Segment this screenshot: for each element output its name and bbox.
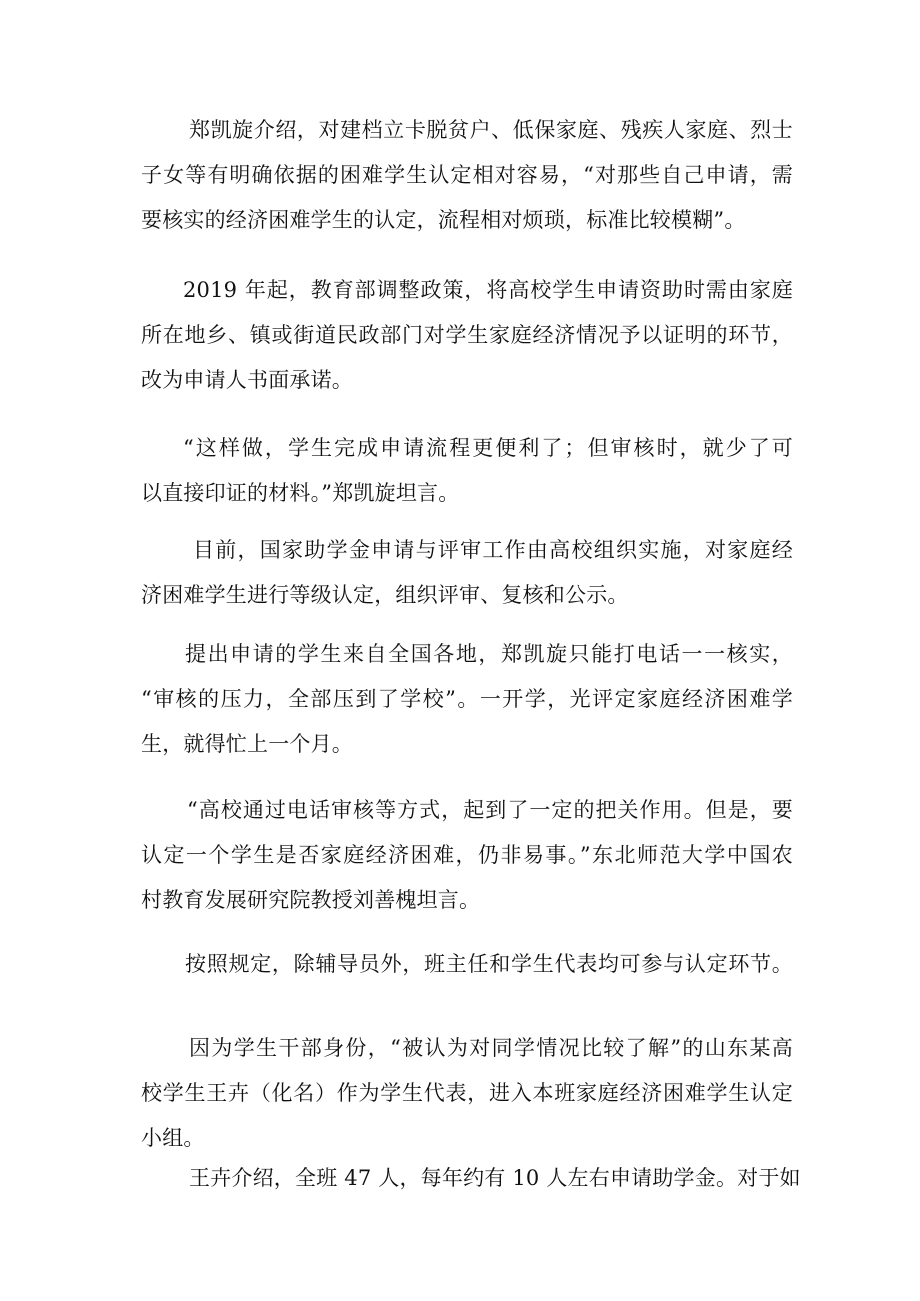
paragraph-9 (141, 1156, 801, 1201)
paragraph-5 (141, 632, 793, 767)
paragraph-5-line-1: 提出申请的学生来自全国各地，郑凯旋只能打电话一一核实， (185, 642, 793, 666)
paragraph-1-line-3: 要核实的经济困难学生的认定，流程相对烦琐，标准比较模糊”。 (141, 208, 746, 232)
paragraph-4-line-2: 济困难学生进行等级认定，组织评审、复核和公示。 (141, 583, 629, 607)
paragraph-4 (141, 528, 793, 618)
paragraph-7-line-1: 按照规定，除辅导员外，班主任和学生代表均可参与认定环节。 (185, 952, 793, 976)
paragraph-3-line-1: “这样做，学生完成申请流程更便利了；但审核时，就少了可 (183, 436, 793, 460)
paragraph-9-line-1: 王卉介绍，全班 47 人，每年约有 10 人左右申请助学金。对于如 (189, 1166, 801, 1190)
paragraph-7 (141, 942, 793, 987)
paragraph-4-line-1: 目前，国家助学金申请与评审工作由高校组织实施，对家庭经 (193, 538, 793, 562)
paragraph-2 (141, 268, 793, 403)
paragraph-8 (141, 1026, 793, 1161)
paragraph-8-line-3: 小组。 (141, 1126, 205, 1150)
paragraph-2-line-3: 改为申请人书面承诺。 (141, 368, 353, 392)
paragraph-5-line-2: “审核的压力，全部压到了学校”。一开学，光评定家庭经济困难学 (141, 687, 793, 711)
paragraph-6-line-2: 认定一个学生是否家庭经济困难，仍非易事。”东北师范大学中国农 (141, 843, 793, 867)
paragraph-8-line-1: 因为学生干部身份，“被认为对同学情况比较了解”的山东某高 (189, 1036, 793, 1060)
paragraph-3-line-2: 以直接印证的材料。”郑凯旋坦言。 (141, 481, 460, 505)
paragraph-1-line-1: 郑凯旋介绍，对建档立卡脱贫户、低保家庭、残疾人家庭、烈士 (189, 118, 793, 142)
paragraph-2-line-2: 所在地乡、镇或街道民政部门对学生家庭经济情况予以证明的环节， (141, 323, 793, 347)
paragraph-8-line-2: 校学生王卉（化名）作为学生代表，进入本班家庭经济困难学生认定 (141, 1081, 793, 1105)
paragraph-1-line-2: 子女等有明确依据的困难学生认定相对容易，“对那些自己申请，需 (141, 163, 793, 187)
paragraph-6 (141, 788, 793, 923)
paragraph-6-line-3: 村教育发展研究院教授刘善槐坦言。 (141, 888, 481, 912)
paragraph-3 (141, 426, 793, 516)
paragraph-2-line-1: 2019 年起，教育部调整政策，将高校学生申请资助时需由家庭 (183, 278, 793, 302)
paragraph-1 (141, 108, 793, 243)
paragraph-5-line-3: 生，就得忙上一个月。 (141, 732, 353, 756)
paragraph-6-line-1: “高校通过电话审核等方式，起到了一定的把关作用。但是，要 (187, 798, 793, 822)
